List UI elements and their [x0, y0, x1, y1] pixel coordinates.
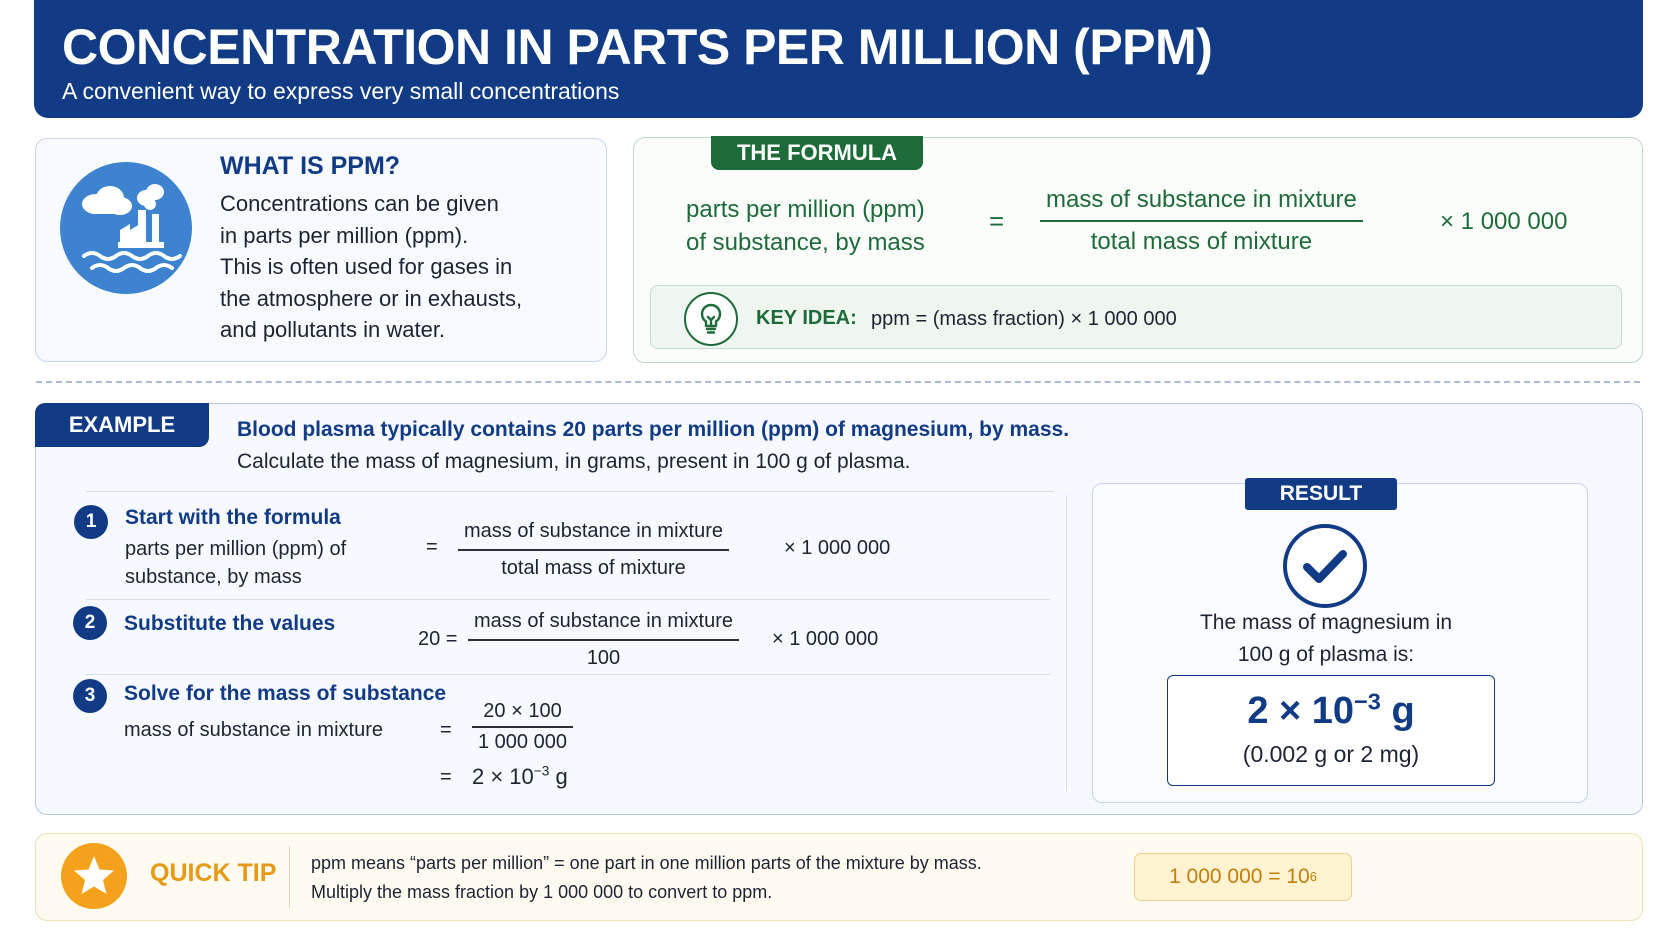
- step-denominator: 100: [586, 646, 621, 669]
- step-number: 1: [74, 505, 108, 539]
- result-value-exponent: −3: [1354, 688, 1381, 715]
- step-text-line: parts per million (ppm) of: [125, 538, 347, 560]
- step-title: Substitute the values: [124, 612, 336, 635]
- example-tab: EXAMPLE: [35, 403, 209, 447]
- formula-equals: =: [989, 206, 1005, 236]
- formula-lhs: [686, 193, 925, 259]
- description-line: This is often used for gases in: [220, 254, 513, 279]
- section-divider: [36, 381, 1640, 383]
- step-number: 3: [73, 679, 107, 713]
- check-circle-icon: [1283, 524, 1367, 608]
- factory-pollution-icon: [60, 162, 192, 294]
- step-title: Solve for the mass of substance: [124, 682, 447, 705]
- example-separator: [86, 491, 1054, 492]
- quick-tip-label: QUICK TIP: [150, 859, 277, 887]
- formula-numerator: mass of substance in mixture: [1046, 186, 1357, 213]
- step-title: Start with the formula: [125, 506, 341, 529]
- formula-lhs-line: of substance, by mass: [686, 229, 925, 256]
- page-title: CONCENTRATION IN PARTS PER MILLION (PPM): [62, 19, 1213, 75]
- description-line: in parts per million (ppm).: [220, 222, 469, 248]
- step-equals: =: [440, 719, 452, 741]
- step-numerator: mass of substance in mixture: [464, 520, 723, 542]
- step-fraction: [468, 610, 739, 670]
- page-subtitle: A convenient way to express very small concentrations: [62, 78, 620, 104]
- what-is-ppm-heading: WHAT IS PPM?: [220, 152, 401, 180]
- step-result: [472, 764, 568, 790]
- what-is-ppm-description: [220, 188, 560, 346]
- key-idea-text: ppm = (mass fraction) × 1 000 000: [871, 308, 1177, 330]
- quick-tip-text: [311, 849, 982, 907]
- step-text-line: substance, by mass: [125, 566, 302, 588]
- quick-tip-line: Multiply the mass fraction by 1 000 000 to convert to ppm.: [311, 882, 773, 902]
- step-number: 2: [73, 606, 107, 640]
- step-fraction: [472, 700, 573, 754]
- result-value-unit: g: [1380, 690, 1415, 732]
- step-text: [125, 535, 346, 591]
- step-numerator: mass of substance in mixture: [474, 610, 733, 632]
- result-text-line: 100 g of plasma is:: [1237, 643, 1415, 666]
- formula-fraction: [1040, 186, 1363, 256]
- step-result-exponent: −3: [533, 763, 550, 779]
- result-alternative: (0.002 g or 2 mg): [1242, 741, 1420, 767]
- star-icon: [61, 843, 127, 909]
- step-separator: [86, 599, 1050, 600]
- example-vertical-divider: [1066, 495, 1067, 791]
- description-line: Concentrations can be given: [220, 191, 499, 216]
- formula-denominator: total mass of mixture: [1090, 227, 1313, 255]
- step-fraction: [458, 520, 729, 580]
- example-question-text: Calculate the mass of magnesium, in grams, present in 100 g of plasma.: [237, 450, 911, 473]
- step-separator: [86, 674, 1050, 675]
- result-value: [1167, 690, 1495, 733]
- step-numerator: 20 × 100: [483, 700, 562, 722]
- example-question-bold: Blood plasma typically contains 20 parts per million (ppm) of magnesium, by mass.: [237, 418, 1070, 441]
- key-idea-label: KEY IDEA:: [756, 307, 857, 329]
- step-equals: =: [440, 766, 452, 788]
- step-result-base: 2 × 10: [472, 764, 534, 789]
- step-multiplier: × 1 000 000: [784, 537, 891, 559]
- step-result-unit: g: [549, 764, 568, 789]
- description-line: and pollutants in water.: [220, 317, 446, 342]
- step-lhs: mass of substance in mixture: [124, 719, 383, 741]
- quick-tip-line: ppm means “parts per million” = one part in one million parts of the mixture by mass.: [311, 853, 982, 873]
- step-multiplier: × 1 000 000: [772, 628, 879, 650]
- step-denominator: total mass of mixture: [501, 556, 686, 579]
- badge-base: 1 000 000 = 10: [1169, 865, 1310, 888]
- result-text-line: The mass of magnesium in: [1199, 611, 1453, 634]
- formula-tab: THE FORMULA: [711, 136, 923, 170]
- formula-lhs-line: parts per million (ppm): [686, 196, 925, 223]
- step-lhs: 20 =: [418, 628, 458, 650]
- lightbulb-icon: [684, 292, 738, 346]
- step-denominator: 1 000 000: [478, 730, 567, 753]
- result-description: [1150, 607, 1502, 671]
- step-equals: =: [426, 536, 438, 558]
- result-tab: RESULT: [1245, 478, 1397, 510]
- quick-tip-badge: 1 000 000 = 10 6: [1134, 853, 1352, 901]
- result-value-base: 2 × 10: [1247, 690, 1355, 732]
- quick-tip-divider: [289, 846, 290, 908]
- description-line: the atmosphere or in exhausts,: [220, 285, 523, 311]
- formula-multiplier: × 1 000 000: [1440, 208, 1568, 235]
